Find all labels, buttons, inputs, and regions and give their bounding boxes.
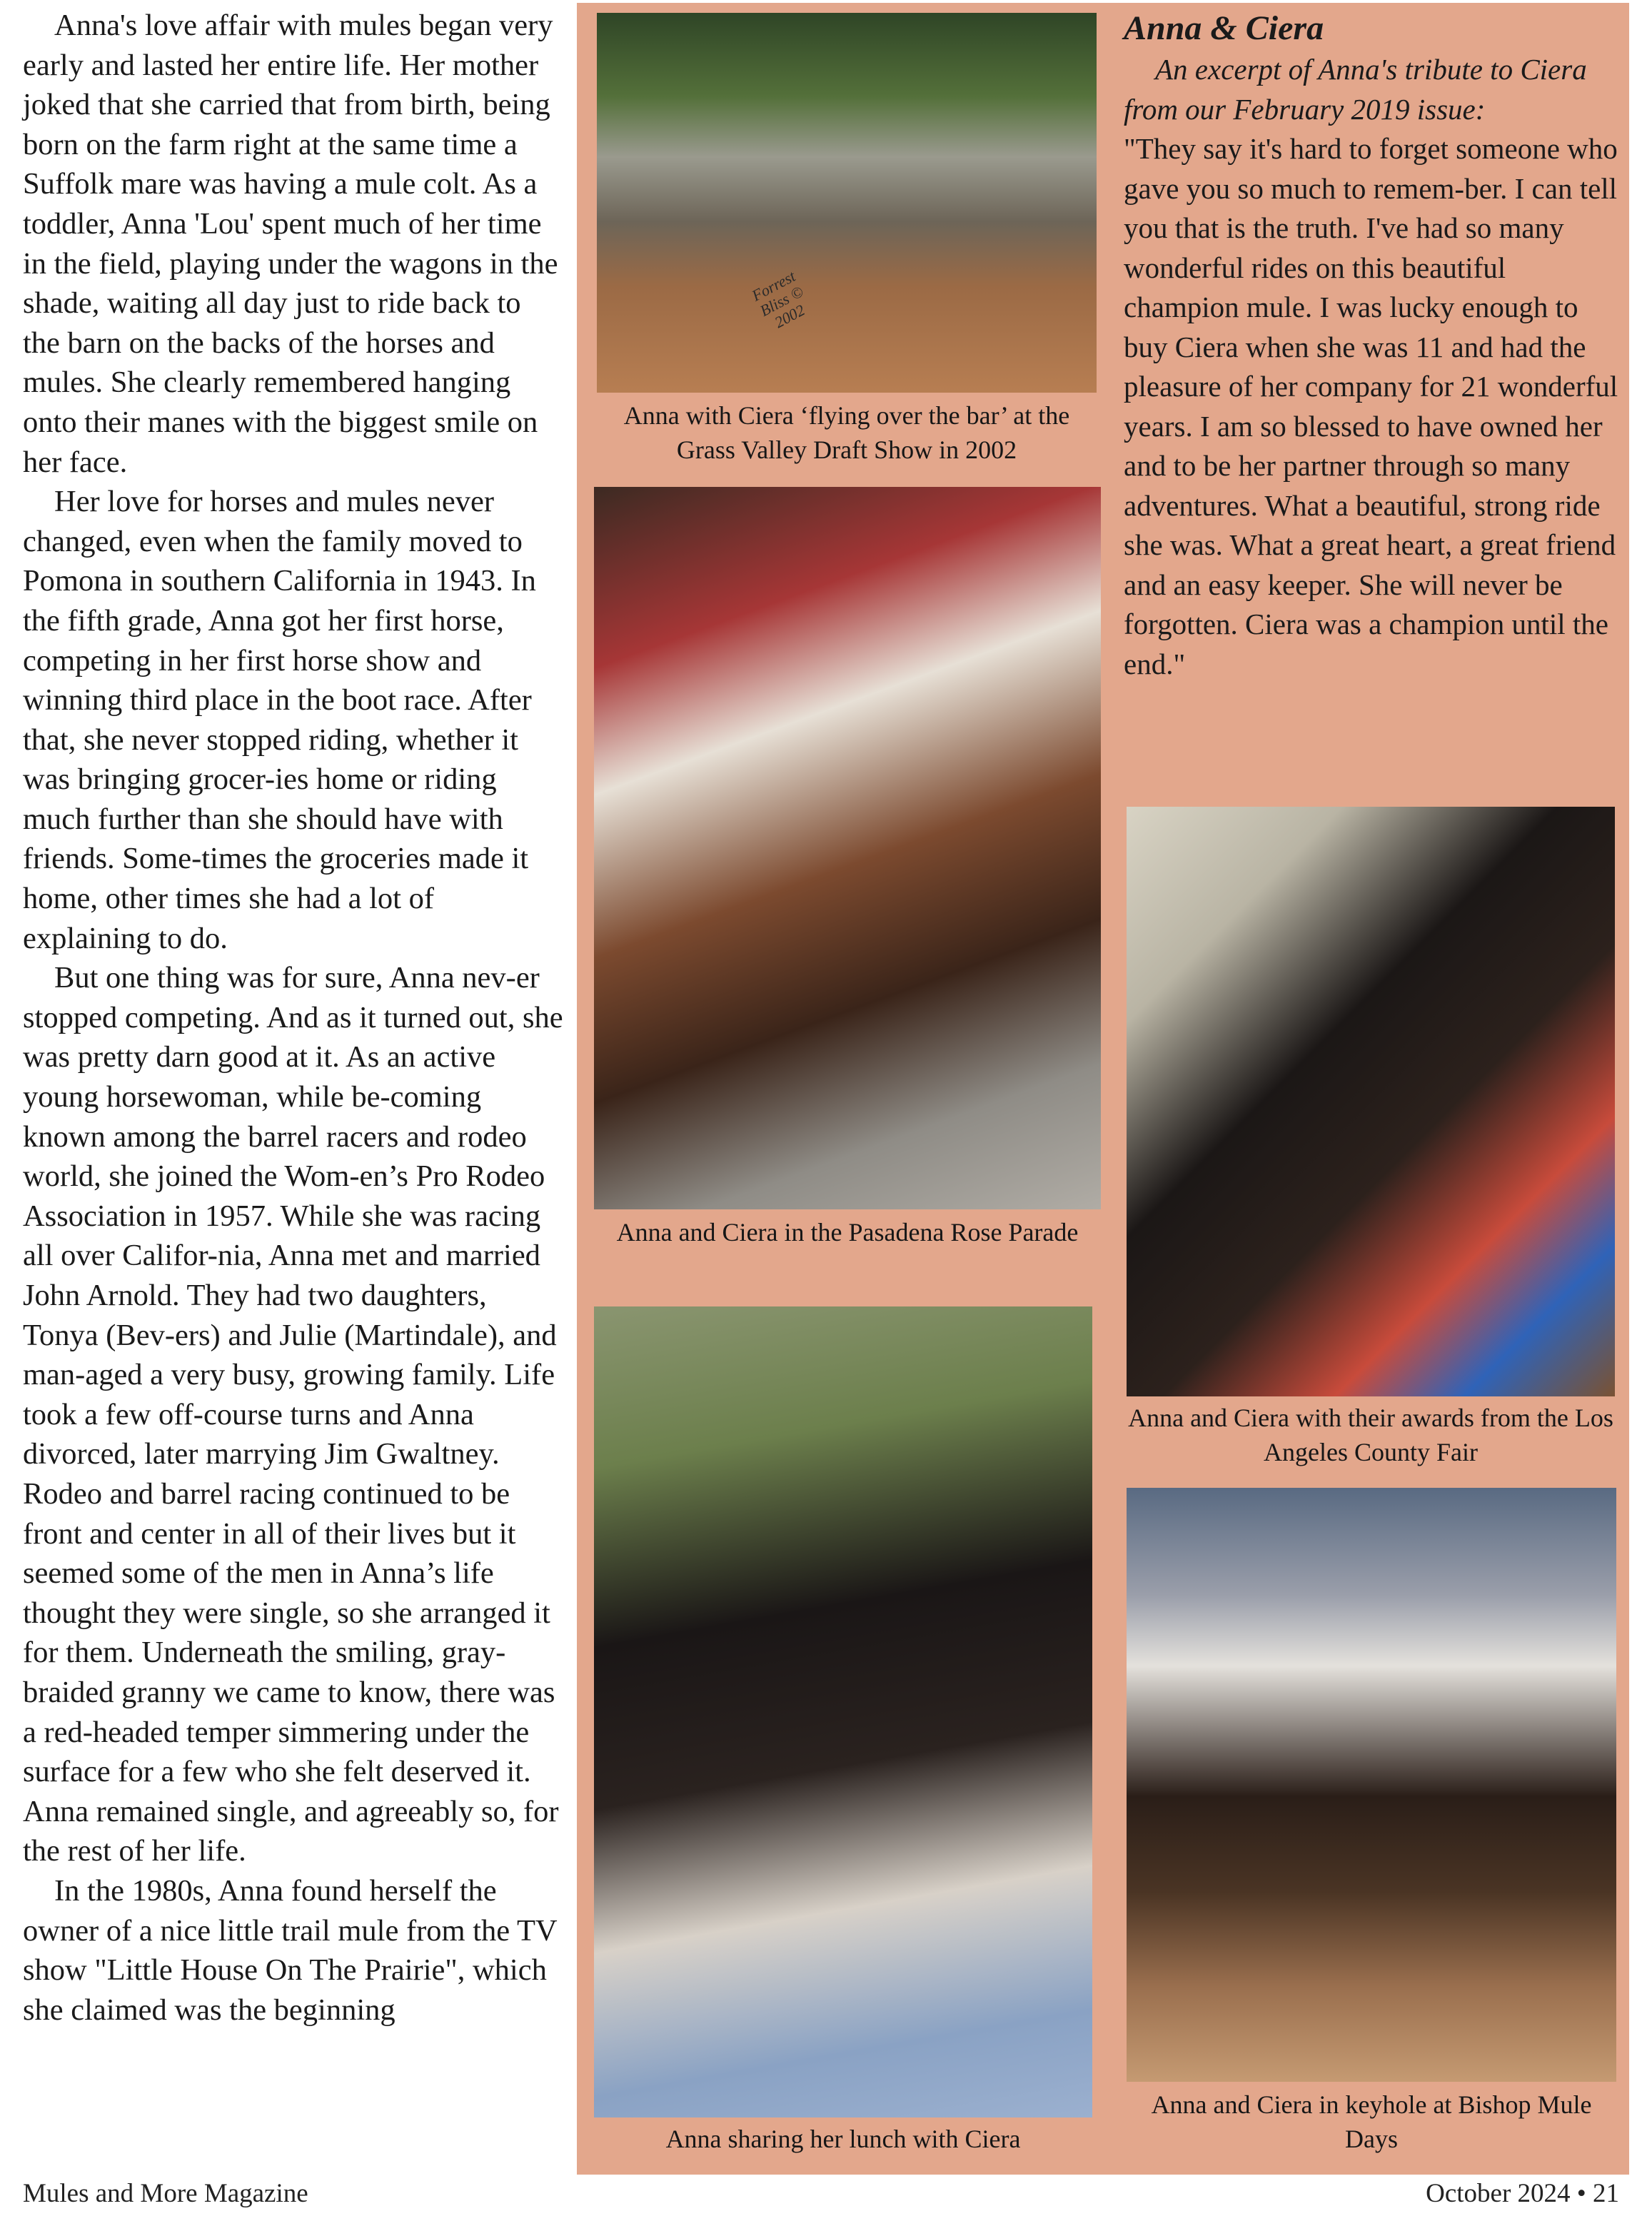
photo-rose-parade	[594, 487, 1101, 1209]
photographer-watermark: Forrest Bliss © 2002	[748, 267, 808, 332]
caption-bishop-keyhole: Anna and Ciera in keyhole at Bishop Mule Days	[1151, 2090, 1592, 2153]
article-paragraph-3: But one thing was for sure, Anna nev-er stopped competing. And as it turned out, she was pretty darn good at it. As an active young horsewoman, while be-coming known among the barrel racers and rodeo world, she joined the Wom-en’s Pro Rodeo Association in 1957. While she was racing all over Califor-nia, Anna met and married John Arnold. They had two daughters, Tonya (Bev-ers) and Julie (Martindale), and man-aged a very busy, growing family. Life took a few off-course turns and Anna divorced, later marrying Jim Gwaltney. Rodeo and barrel racing continued to be front and center in all of their lives but it seemed some of the men in Anna’s life thought they were single, so she arranged it for them. Underneath the smiling, gray-braided granny we came to know, there was a red-headed temper simmering under the surface for a few who she felt deserved it. Anna remained single, and agreeably so, for the rest of her life.	[23, 961, 563, 1868]
caption-flying-over-bar: Anna with Ciera ‘flying over the bar’ at the Grass Valley Draft Show in 2002	[623, 401, 1070, 464]
footer-issue-page: October 2024 • 21	[1426, 2179, 1619, 2208]
footer-publication: Mules and More Magazine	[23, 2179, 308, 2208]
article-paragraph-4: In the 1980s, Anna found herself the owner of a nice little trail mule from the TV show "Little House On The Prairie", which she claimed was the beginning	[23, 1873, 557, 2027]
article-paragraph-1: Anna's love affair with mules began very early and lasted her entire life. Her mother joked that she carried that from birth, being born on the farm right at the same time a Suffolk mare was having a mule colt. As a toddler, Anna 'Lou' spent much of her time in the field, playing under the wagons in the shade, waiting all day just to ride back to the barn on the backs of the horses and mules. She clearly remembered hanging onto their manes with the biggest smile on her face.	[23, 9, 558, 479]
article-paragraph-2: Her love for horses and mules never changed, even when the family moved to Pomona in southern California in 1943. In the fifth grade, Anna got her first horse, competing in her first horse show and winning third place in the boot race. After that, she never stopped riding, whether it was bringing grocer-ies home or riding much further than she should have with friends. Some-times the groceries made it home, other times she had a lot of explaining to do.	[23, 485, 536, 955]
sidebar-intro: An excerpt of Anna's tribute to Ciera from our February 2019 issue:	[1124, 53, 1587, 126]
photo-county-fair-awards	[1127, 807, 1615, 1396]
sidebar-title: Anna & Ciera	[1124, 9, 1324, 47]
caption-sharing-lunch: Anna sharing her lunch with Ciera	[665, 2125, 1021, 2153]
sidebar-quote: "They say it's hard to forget someone who gave you so much to remem-ber. I can tell you that is the truth. I've had so many wonderful rides on this beautiful champion mule. I was lucky enough to buy Ciera when she was 11 and had the pleasure of her company for 21 wonderful years. I am so blessed to have owned her and to be her partner through so many adventures. What a beautiful, strong ride she was. What a great heart, a great friend and an easy keeper. She will never be forgotten. Ciera was a champion until the end."	[1124, 132, 1618, 680]
article-body	[23, 6, 565, 2030]
tribute-sidebar	[1124, 7, 1623, 684]
photo-flying-over-bar	[597, 13, 1097, 393]
caption-county-fair-awards: Anna and Ciera with their awards from the Los Angeles County Fair	[1128, 1404, 1613, 1466]
photo-sharing-lunch	[594, 1306, 1092, 2117]
caption-rose-parade: Anna and Ciera in the Pasadena Rose Parade	[616, 1218, 1079, 1247]
photo-bishop-keyhole	[1127, 1488, 1616, 2082]
